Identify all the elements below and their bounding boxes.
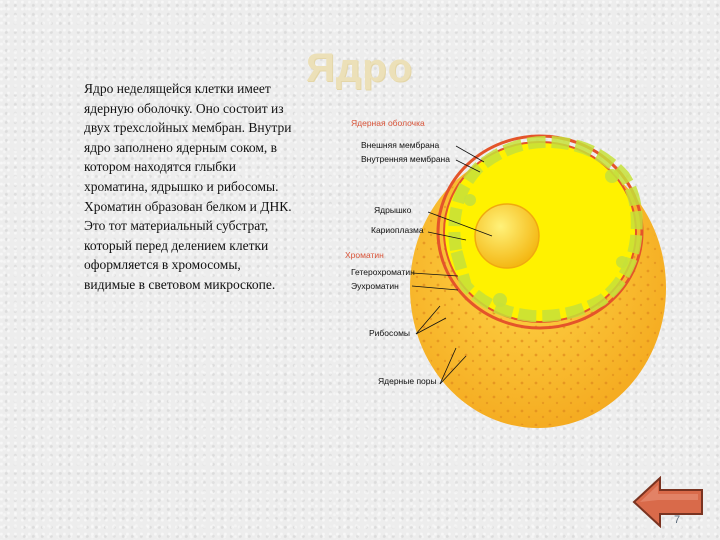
body-line: котором находятся глыбки xyxy=(84,159,236,175)
page-number: 7 xyxy=(674,514,681,526)
body-line: хроматина, ядрышко и рибосомы. xyxy=(84,178,279,194)
body-line: Ядро неделящейся клетки имеет xyxy=(84,81,271,96)
body-line: видимые в световом микроскопе. xyxy=(84,276,276,292)
label-ribosomes: Рибосомы xyxy=(369,328,411,338)
label-outer-membrane: Внешняя мембрана xyxy=(361,140,440,150)
label-inner-membrane: Внутренняя мембрана xyxy=(361,154,450,164)
body-line: Хроматин образован белком и ДНК. xyxy=(84,198,292,214)
body-line: оформляется в хромосомы, xyxy=(84,257,241,273)
body-line: Это тот материальный субстрат, xyxy=(84,218,269,234)
label-nucleolus: Ядрышко xyxy=(374,205,412,215)
label-karyoplasm: Кариоплазма xyxy=(371,225,424,235)
body-line: двух трехслойных мембран. Внутри xyxy=(84,120,292,136)
label-nuclear-pores: Ядерные поры xyxy=(378,376,437,386)
back-button[interactable] xyxy=(632,476,704,528)
label-nuclear-envelope: Ядерная оболочка xyxy=(351,118,425,128)
label-heterochromatin: Гетерохроматин xyxy=(351,267,415,277)
left-arrow-icon xyxy=(632,476,704,528)
nucleolus xyxy=(475,204,539,268)
label-chromatin: Хроматин xyxy=(345,250,384,260)
body-line: ядро заполнено ядерным соком, в xyxy=(84,139,278,155)
body-line: который перед делением клетки xyxy=(84,237,269,253)
label-euchromatin: Эухроматин xyxy=(351,281,399,291)
body-line: ядерную оболочку. Оно состоит из xyxy=(84,100,284,116)
slide-title: Ядро xyxy=(306,46,414,90)
